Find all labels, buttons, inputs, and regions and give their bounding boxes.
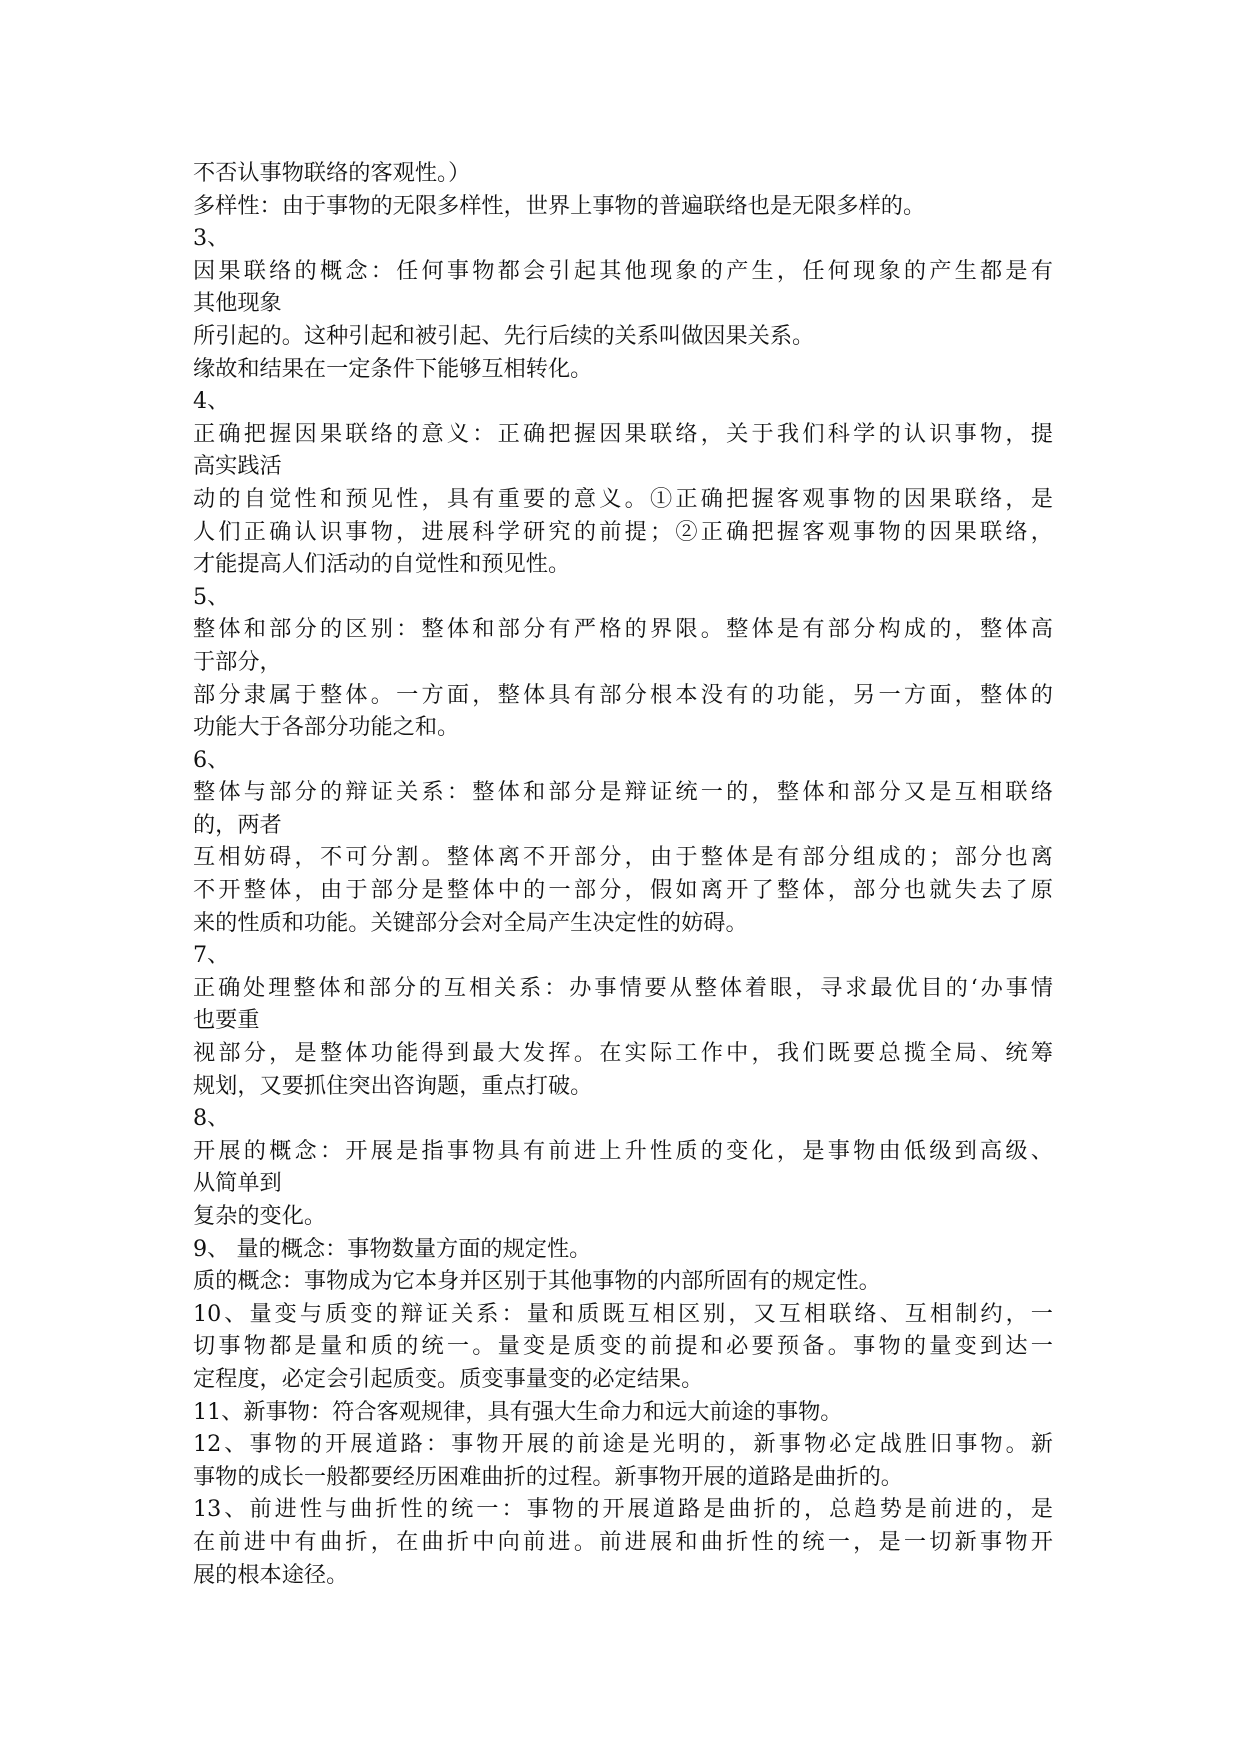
text-line: 8、 [193, 1105, 230, 1132]
text-line: 动的自觉性和预见性，具有重要的意义。①正确把握客观事物的因果联络，是 [193, 485, 1053, 512]
text-line: 4、 [193, 388, 230, 415]
text-line: 13、前进性与曲折性的统一：事物的开展道路是曲折的，总趋势是前进的，是 [193, 1496, 1053, 1523]
text-line: 不开整体，由于部分是整体中的一部分，假如离开了整体，部分也就失去了原 [193, 877, 1053, 904]
text-line: 多样性：由于事物的无限多样性，世界上事物的普遍联络也是无限多样的。 [193, 192, 926, 219]
text-line: 质的概念：事物成为它本身并区别于其他事物的内部所固有的规定性。 [193, 1268, 881, 1295]
text-line: 9、 量的概念：事物数量方面的规定性。 [193, 1235, 592, 1262]
text-line: 其他现象 [193, 290, 282, 317]
text-line: 从简单到 [193, 1170, 282, 1197]
text-line: 展的根本途径。 [193, 1561, 349, 1588]
text-line: 才能提高人们活动的自觉性和预见性。 [193, 551, 571, 578]
text-line: 6、 [193, 746, 230, 773]
text-line: 定程度，必定会引起质变。质变事量变的必定结果。 [193, 1365, 704, 1392]
text-line: 10、量变与质变的辩证关系：量和质既互相区别，又互相联络、互相制约，一 [193, 1300, 1053, 1327]
text-line: 3、 [193, 225, 230, 252]
text-line: 11、新事物：符合客观规律，具有强大生命力和远大前途的事物。 [193, 1398, 843, 1425]
text-line: 人们正确认识事物，进展科学研究的前提；②正确把握客观事物的因果联络， [193, 518, 1053, 545]
text-line: 的，两者 [193, 811, 282, 838]
text-line: 规划，又要抓住突出咨询题，重点打破。 [193, 1072, 593, 1099]
text-line: 互相妨碍，不可分割。整体离不开部分，由于整体是有部分组成的；部分也离 [193, 844, 1053, 871]
text-line: 所引起的。这种引起和被引起、先行后续的关系叫做因果关系。 [193, 322, 815, 349]
document-page [193, 157, 1053, 1591]
text-line: 在前进中有曲折，在曲折中向前进。前进展和曲折性的统一，是一切新事物开 [193, 1528, 1053, 1555]
text-line: 也要重 [193, 1007, 260, 1034]
text-line: 视部分，是整体功能得到最大发挥。在实际工作中，我们既要总揽全局、统筹 [193, 1040, 1053, 1067]
text-line: 整体与部分的辩证关系：整体和部分是辩证统一的，整体和部分又是互相联络 [193, 779, 1053, 806]
text-line: 12、事物的开展道路：事物开展的前途是光明的，新事物必定战胜旧事物。新 [193, 1431, 1053, 1458]
text-line: 部分隶属于整体。一方面，整体具有部分根本没有的功能，另一方面，整体的 [193, 681, 1053, 708]
text-line: 7、 [193, 942, 230, 969]
text-line: 来的性质和功能。关键部分会对全局产生决定性的妨碍。 [193, 909, 748, 936]
text-line: 切事物都是量和质的统一。量变是质变的前提和必要预备。事物的量变到达一 [193, 1333, 1053, 1360]
text-line: 因果联络的概念：任何事物都会引起其他现象的产生，任何现象的产生都是有 [193, 257, 1053, 284]
text-line: 缘故和结果在一定条件下能够互相转化。 [193, 355, 593, 382]
text-line: 于部分， [193, 648, 282, 675]
text-line: 功能大于各部分功能之和。 [193, 714, 460, 741]
text-line: 正确把握因果联络的意义：正确把握因果联络，关于我们科学的认识事物，提 [193, 420, 1053, 447]
text-line: 开展的概念：开展是指事物具有前进上升性质的变化，是事物由低级到高级、 [193, 1137, 1053, 1164]
text-line: 正确处理整体和部分的互相关系：办事情要从整体着眼，寻求最优目的‘办事情 [193, 974, 1053, 1001]
text-line: 整体和部分的区别：整体和部分有严格的界限。整体是有部分构成的，整体高 [193, 616, 1053, 643]
text-line: 高实践活 [193, 453, 282, 480]
text-line: 复杂的变化。 [193, 1203, 327, 1229]
text-line: 事物的成长一般都要经历困难曲折的过程。新事物开展的道路是曲折的。 [193, 1463, 903, 1490]
text-line: 不否认事物联络的客观性。） [193, 160, 471, 186]
text-line: 5、 [193, 583, 230, 610]
